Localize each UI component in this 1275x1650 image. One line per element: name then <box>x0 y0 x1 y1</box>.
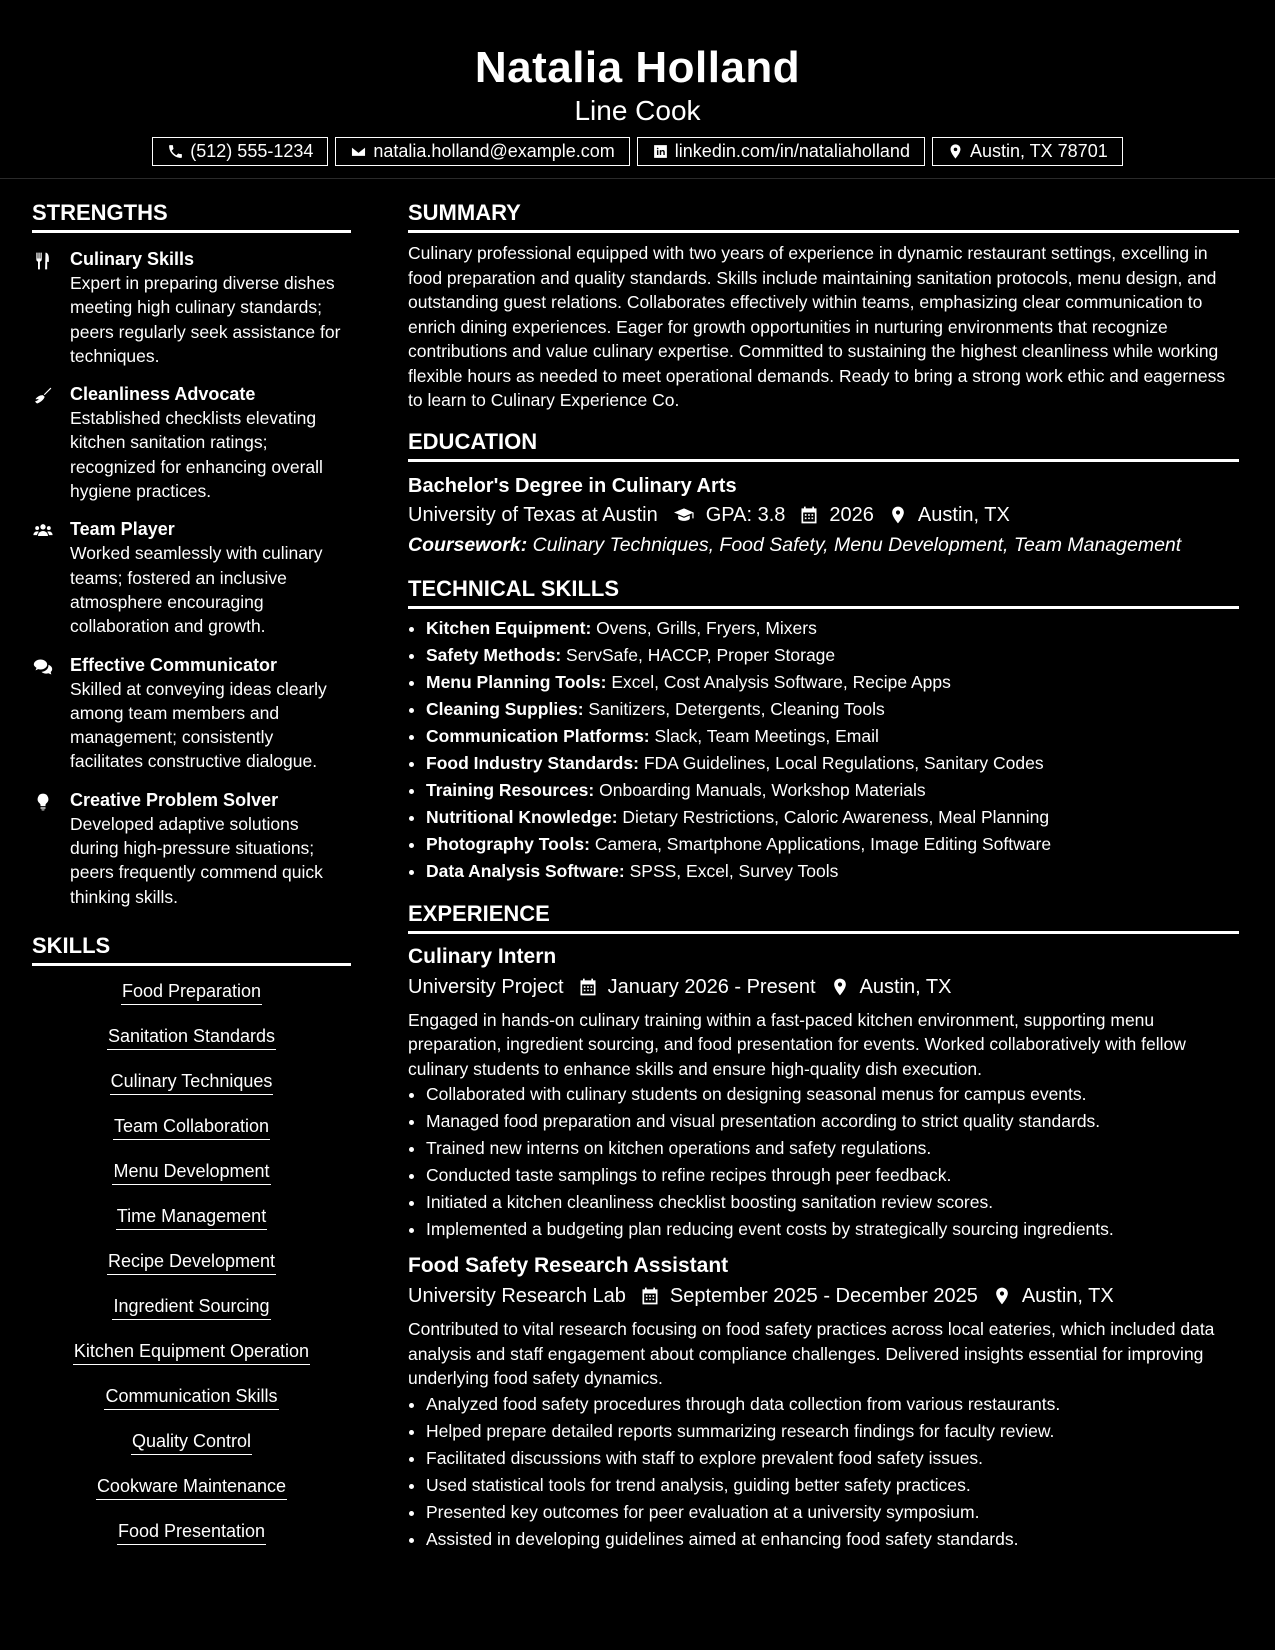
gpa: GPA: 3.8 <box>705 503 786 526</box>
coursework <box>408 530 1239 560</box>
strength-title: Team Player <box>70 519 175 540</box>
right-column <box>408 198 1239 1553</box>
contact-location-text: Austin, TX 78701 <box>969 141 1108 161</box>
list-item <box>426 723 1239 750</box>
map-pin-icon <box>830 977 850 997</box>
calendar-icon <box>640 1286 660 1306</box>
strength-title: Culinary Skills <box>70 249 195 269</box>
tech-skill-value: ServSafe, HACCP, Proper Storage <box>566 644 836 665</box>
job-description: Engaged in hands-on culinary training within a fast-paced kitchen environment, supporting menu preparation, ingredient sourcing, and food presentation for events. Worked collaboratively with fellow culinary students to enhance skills and ensure high-quality dish execution. <box>408 1009 1186 1079</box>
list-item: • Used statistical tools for trend analysis, guiding better safety practices. <box>426 1472 1239 1499</box>
list-item <box>426 642 1239 669</box>
skill-item: Quality Control <box>131 1428 252 1455</box>
envelope-icon <box>350 143 367 160</box>
job-entry-title: Culinary Intern <box>408 944 557 968</box>
job-dates: January 2026 - Present <box>607 975 816 998</box>
strength-title: Creative Problem Solver <box>70 789 279 810</box>
skill-item: Communication Skills <box>104 1383 278 1410</box>
list-item: • Presented key outcomes for peer evaluation at a university symposium. <box>426 1499 1239 1526</box>
tech-skill-label: Safety Methods: <box>426 644 562 665</box>
skill-item: Menu Development <box>112 1158 270 1185</box>
tech-skill-label: Data Analysis Software: <box>426 860 625 881</box>
job-bullets <box>408 1081 1239 1243</box>
lightbulb-icon <box>32 792 54 812</box>
contact-email[interactable] <box>335 137 629 166</box>
contact-email-text: natalia.holland@example.com <box>373 141 615 161</box>
education-location: Austin, TX <box>917 503 1010 526</box>
contact-location <box>932 137 1123 166</box>
strength-desc: Worked seamlessly with culinary teams; fostered an inclusive atmosphere encouraging collaboration and growth. <box>70 543 323 637</box>
strength-item <box>32 247 351 368</box>
calendar-icon <box>799 505 819 525</box>
skills-list <box>32 978 351 1563</box>
list-item: • Analyzed food safety procedures through data collection from various restaurants. <box>426 1391 1239 1418</box>
contact-linkedin-text: linkedin.com/in/nataliaholland <box>674 141 910 161</box>
strengths-heading: STRENGTHS <box>32 198 351 233</box>
strength-item <box>32 517 351 638</box>
tech-skill-label: Cleaning Supplies: <box>426 698 584 719</box>
job-org: University Research Lab <box>408 1285 626 1307</box>
strength-item <box>32 382 351 503</box>
job-bullets <box>408 1391 1239 1553</box>
education-heading: EDUCATION <box>408 427 1239 462</box>
coursework-list: Culinary Techniques, Food Safety, Menu Development, Team Management <box>532 533 1182 556</box>
tech-skill-label: Kitchen Equipment: <box>426 617 592 638</box>
strength-desc: Established checklists elevating kitchen sanitation ratings; recognized for enhancing overall hygiene practices. <box>70 408 323 502</box>
tech-skill-value: Camera, Smartphone Applications, Image Editing Software <box>594 833 1052 854</box>
skill-item: Kitchen Equipment Operation <box>73 1338 310 1365</box>
map-pin-icon <box>992 1286 1012 1306</box>
skill-item: Team Collaboration <box>113 1113 270 1140</box>
strength-desc: Skilled at conveying ideas clearly among team members and management; consistently facilitates constructive dialogue. <box>70 678 327 772</box>
list-item <box>426 804 1239 831</box>
contact-phone[interactable] <box>152 137 328 166</box>
list-item <box>426 858 1239 885</box>
list-item <box>426 615 1239 642</box>
utensils-icon <box>32 251 54 271</box>
skill-item: Culinary Techniques <box>110 1068 274 1095</box>
job-title: Line Cook <box>574 95 701 126</box>
broom-icon <box>32 386 54 406</box>
graduation-year: 2026 <box>829 503 874 526</box>
job-entry-title: Food Safety Research Assistant <box>408 1254 729 1277</box>
list-item: • Trained new interns on kitchen operations and safety regulations. <box>426 1135 1239 1162</box>
skill-item: Time Management <box>116 1203 267 1230</box>
strength-title: Cleanliness Advocate <box>70 384 256 405</box>
comments-icon <box>32 657 54 677</box>
tech-skill-value: Dietary Restrictions, Caloric Awareness, Meal Planning <box>622 806 1050 827</box>
tech-skill-value: Onboarding Manuals, Workshop Materials <box>599 779 926 800</box>
technical-skills-list <box>408 615 1239 885</box>
school-name: University of Texas at Austin <box>408 503 658 526</box>
job-org: University Project <box>408 975 564 998</box>
tech-skill-label: Photography Tools: <box>426 833 590 854</box>
tech-skill-value: Slack, Team Meetings, Email <box>654 725 879 746</box>
skill-item: Recipe Development <box>107 1248 276 1275</box>
strength-title: Effective Communicator <box>70 654 278 675</box>
contact-bar <box>0 137 1275 166</box>
job-entry <box>408 942 1239 1244</box>
list-item <box>426 669 1239 696</box>
tech-skill-value: FDA Guidelines, Local Regulations, Sanitary Codes <box>643 752 1044 773</box>
contact-linkedin[interactable] <box>637 137 925 166</box>
list-item <box>426 750 1239 777</box>
list-item <box>426 831 1239 858</box>
resume-header <box>0 0 1275 179</box>
skill-item: Cookware Maintenance <box>96 1473 287 1500</box>
linkedin-icon <box>652 143 669 160</box>
calendar-icon <box>578 977 598 997</box>
job-entry <box>408 1251 1239 1553</box>
skill-item: Food Presentation <box>117 1518 266 1545</box>
strength-desc: Expert in preparing diverse dishes meeting high culinary standards; peers regularly seek assistance for techniques. <box>70 273 341 366</box>
list-item: • Conducted taste samplings to refine recipes through peer feedback. <box>426 1162 1239 1189</box>
job-meta <box>408 972 1239 1002</box>
summary-heading: SUMMARY <box>408 198 1239 233</box>
skill-item: Sanitation Standards <box>107 1023 276 1050</box>
list-item: • Helped prepare detailed reports summarizing research findings for faculty review. <box>426 1418 1239 1445</box>
graduation-cap-icon <box>672 505 696 525</box>
job-location: Austin, TX <box>1021 1285 1114 1307</box>
strength-item <box>32 788 351 909</box>
list-item: • Managed food preparation and visual presentation according to strict quality standards. <box>426 1108 1239 1135</box>
tech-skill-value: Sanitizers, Detergents, Cleaning Tools <box>588 698 885 719</box>
list-item <box>426 777 1239 804</box>
strength-item <box>32 653 351 774</box>
job-meta <box>408 1281 1239 1311</box>
list-item: • Implemented a budgeting plan reducing event costs by strategically sourcing ingredients. <box>426 1216 1239 1243</box>
technical-skills-heading: TECHNICAL SKILLS <box>408 574 1239 609</box>
degree-title: Bachelor's Degree in Culinary Arts <box>408 474 737 497</box>
tech-skill-label: Nutritional Knowledge: <box>426 806 618 827</box>
contact-phone-text: (512) 555-1234 <box>190 141 314 161</box>
tech-skill-label: Food Industry Standards: <box>426 752 639 773</box>
tech-skill-value: Excel, Cost Analysis Software, Recipe Apps <box>611 671 951 692</box>
job-dates: September 2025 - December 2025 <box>669 1285 978 1307</box>
list-item <box>426 696 1239 723</box>
candidate-name: Natalia Holland <box>474 43 801 92</box>
phone-icon <box>167 143 184 160</box>
job-description: Contributed to vital research focusing on food safety practices across local eateries, which included data analysis and staff engagement about compliance challenges. Delivered insights essential for improving underlying food safety dynamics. <box>408 1319 1215 1388</box>
left-column <box>32 198 351 1563</box>
skill-item: Ingredient Sourcing <box>112 1293 270 1320</box>
map-pin-icon <box>888 505 908 525</box>
tech-skill-label: Training Resources: <box>426 779 595 800</box>
tech-skill-label: Menu Planning Tools: <box>426 671 607 692</box>
strength-desc: Developed adaptive solutions during high-pressure situations; peers frequently commend quick thinking skills. <box>70 813 323 907</box>
users-icon <box>32 521 54 541</box>
summary-text: Culinary professional equipped with two years of experience in dynamic restaurant settings, excelling in food preparation and quality standards. Skills include maintaining sanitation protocols, menu design, and outstanding guest relations. Collaborates effectively within teams, emphasizing clear communication to enrich dining experiences. Eager for growth opportunities in nurturing environments that recognize contributions and value culinary expertise. Committed to sustaining the highest cleanliness while working flexible hours as needed to meet operational demands. Ready to bring a strong work ethic and eagerness to learn to Culinary Experience Co. <box>408 243 1226 410</box>
tech-skill-label: Communication Platforms: <box>426 725 650 746</box>
job-location: Austin, TX <box>859 975 952 998</box>
list-item: • Initiated a kitchen cleanliness checklist boosting sanitation review scores. <box>426 1189 1239 1216</box>
coursework-label: Coursework: <box>408 533 528 556</box>
experience-heading: EXPERIENCE <box>408 899 1239 934</box>
tech-skill-value: Ovens, Grills, Fryers, Mixers <box>596 617 817 638</box>
skills-heading: SKILLS <box>32 931 351 966</box>
skill-item: Food Preparation <box>121 978 262 1005</box>
map-pin-icon <box>947 143 964 160</box>
list-item: • Facilitated discussions with staff to explore prevalent food safety issues. <box>426 1445 1239 1472</box>
list-item: • Assisted in developing guidelines aimed at enhancing food safety standards. <box>426 1526 1239 1553</box>
list-item: • Collaborated with culinary students on designing seasonal menus for campus events. <box>426 1081 1239 1108</box>
education-meta <box>408 500 1239 530</box>
tech-skill-value: SPSS, Excel, Survey Tools <box>629 860 839 881</box>
